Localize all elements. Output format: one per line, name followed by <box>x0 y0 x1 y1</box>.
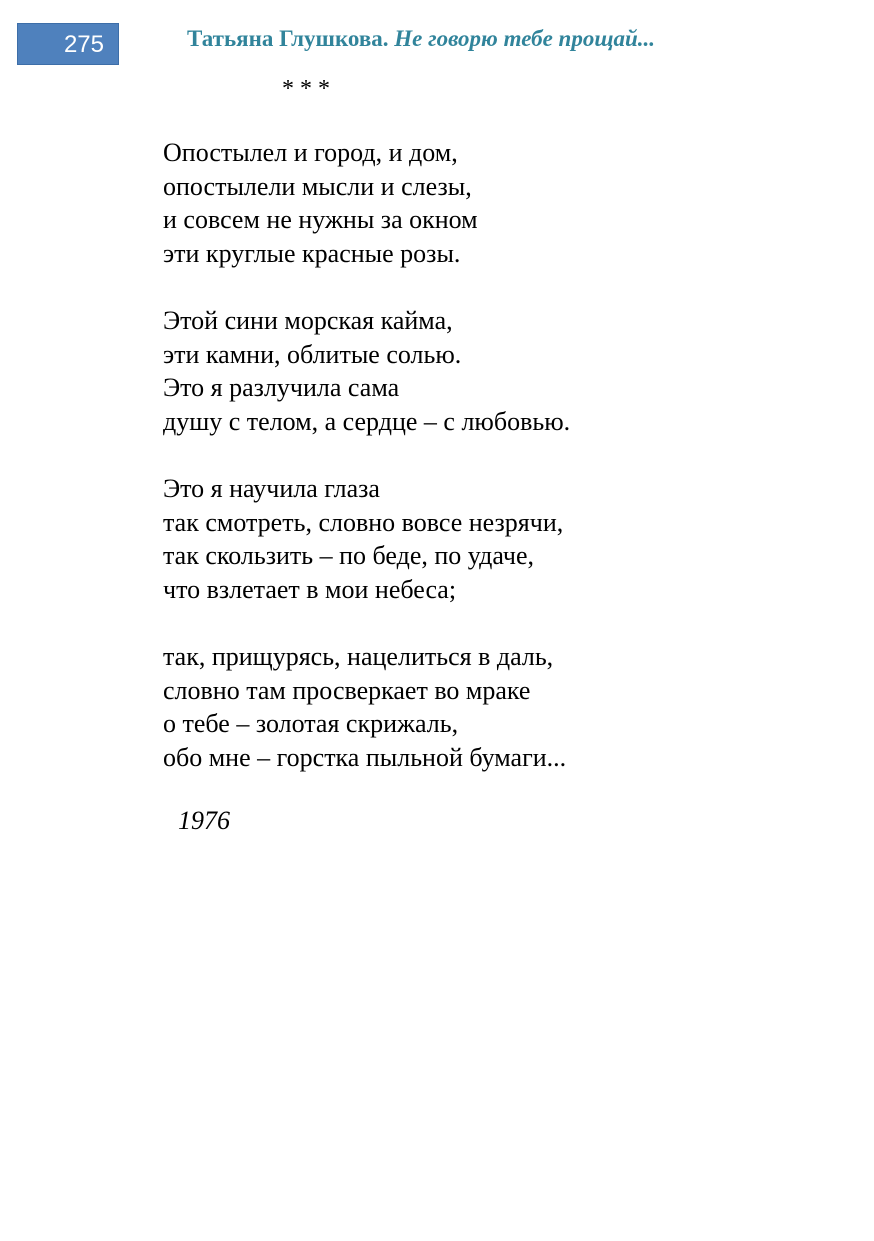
page-number-badge: 275 <box>17 23 119 65</box>
poem-line: что взлетает в мои небеса; <box>163 574 457 604</box>
poem-body <box>163 136 843 808</box>
running-header <box>187 24 655 54</box>
poem-line: Этой сини морская кайма, <box>163 306 453 335</box>
stanza <box>163 472 843 606</box>
poem-line: эти камни, облитые солью. <box>163 339 462 369</box>
poem-line: эти круглые красные розы. <box>163 238 461 268</box>
poem-line: словно там просверкает во мраке <box>163 675 531 705</box>
poem-line: так, прищурясь, нацелиться в даль, <box>163 642 554 671</box>
stanza <box>163 304 843 438</box>
poem-date: 1976 <box>178 806 230 835</box>
stanza <box>163 136 843 270</box>
poem-line: так смотреть, словно вовсе незрячи, <box>163 507 564 537</box>
poem-line: Это я разлучила сама <box>163 373 400 402</box>
header-book-title: Не говорю тебе прощай... <box>394 26 656 51</box>
poem-line: о тебе – золотая скрижаль, <box>163 709 459 738</box>
poem-line: обо мне – горстка пыльной бумаги... <box>163 742 567 772</box>
header-author: Татьяна Глушкова. <box>187 26 389 51</box>
stanza <box>163 640 843 774</box>
poem-line: Опостылел и город, и дом, <box>163 138 458 167</box>
poem-line: и совсем не нужны за окном <box>163 205 478 234</box>
poem-asterism: * * * <box>282 76 330 102</box>
poem-line: опостылели мысли и слезы, <box>163 171 472 201</box>
poem-line: так скользить – по беде, по удаче, <box>163 541 534 570</box>
poem-line: Это я научила глаза <box>163 474 380 503</box>
poem-line: душу с телом, а сердце – с любовью. <box>163 406 571 436</box>
